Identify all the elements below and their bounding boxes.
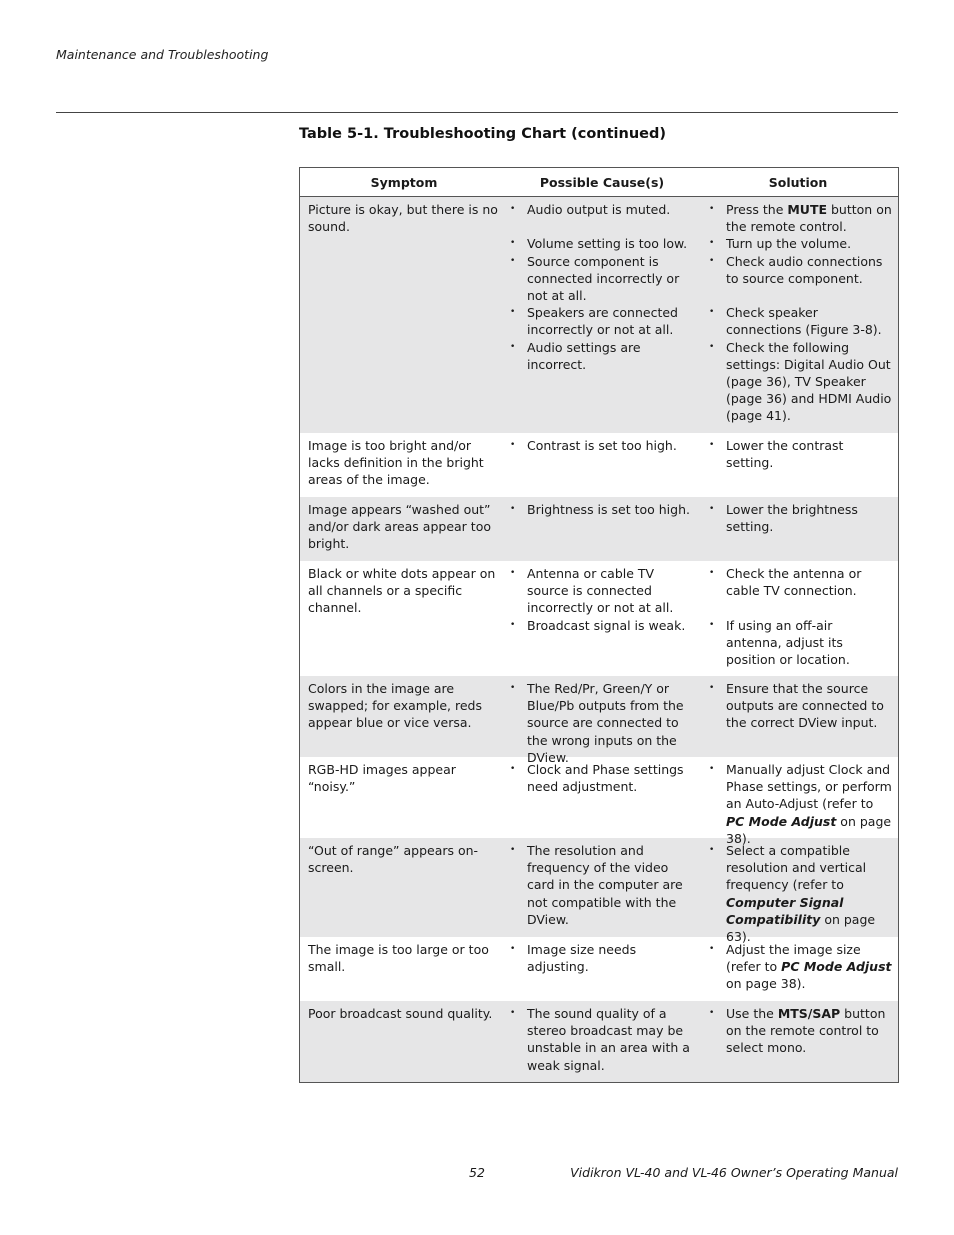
cause-item: • The sound quality of a stereo broadcast may be unstable in an area with a weak signal. xyxy=(505,1005,699,1074)
solution-cell xyxy=(699,437,898,487)
cause-item: • Broadcast signal is weak. xyxy=(505,617,699,634)
solution-item: • Check the antenna or cable TV connection. xyxy=(704,565,892,599)
solution-cell xyxy=(699,1005,898,1072)
table-row xyxy=(300,433,898,497)
solution-item: • Press the MUTE button on the remote control. xyxy=(704,201,892,235)
table-row xyxy=(300,561,898,676)
table-row xyxy=(300,676,898,765)
cause-cell xyxy=(500,941,699,991)
cause-cell xyxy=(500,1005,699,1072)
cause-item: • Brightness is set too high. xyxy=(505,501,699,518)
solution-cell xyxy=(699,680,898,747)
header-rule xyxy=(56,112,898,113)
solution-cell xyxy=(699,501,898,551)
cause-item: • The resolution and frequency of the video card in the computer are not compatible with the DView. xyxy=(505,842,699,928)
cause-cell xyxy=(500,842,699,927)
solution-item: • Lower the contrast setting. xyxy=(704,437,892,471)
symptom-cell: Image is too bright and/or lacks definition in the bright areas of the image. xyxy=(308,438,484,488)
table-row xyxy=(300,497,898,561)
solution-item: • Check the following settings: Digital Audio Out (page 36), TV Speaker (page 36) and HDMI Audio (page 41). xyxy=(704,339,892,425)
cause-cell xyxy=(500,437,699,487)
solution-item: • If using an off-air antenna, adjust its position or location. xyxy=(704,617,892,669)
solution-item: • Manually adjust Clock and Phase settings, or perform an Auto-Adjust (refer to PC Mode Adjust on page 38). xyxy=(704,761,892,847)
cause-cell xyxy=(500,501,699,551)
solution-item: • Lower the brightness setting. xyxy=(704,501,892,535)
cause-item: • Audio output is muted. xyxy=(505,201,699,218)
solution-item: • Check audio connections to source component. xyxy=(704,253,892,287)
cause-item: • Source component is connected incorrectly or not at all. xyxy=(505,253,699,305)
header-symptom: Symptom xyxy=(370,174,438,190)
symptom-cell: Black or white dots appear on all channels or a specific channel. xyxy=(308,566,496,616)
solution-item: • Select a compatible resolution and vertical frequency (refer to Computer Signal Compatibility on page 63). xyxy=(704,842,892,945)
page-number: 52 xyxy=(469,1165,485,1180)
cause-cell xyxy=(500,761,699,828)
manual-title: Vidikron VL-40 and VL-46 Owner’s Operating Manual xyxy=(570,1165,898,1180)
solution-cell xyxy=(699,201,898,423)
symptom-cell: Colors in the image are swapped; for example, reds appear blue or vice versa. xyxy=(308,681,482,731)
cause-cell xyxy=(500,680,699,765)
cause-item: • Volume setting is too low. xyxy=(505,235,699,252)
table-row xyxy=(300,838,898,945)
table-row xyxy=(300,757,898,846)
solution-cell xyxy=(699,761,898,846)
symptom-cell: Poor broadcast sound quality. xyxy=(308,1006,493,1021)
symptom-cell: Image appears “washed out” and/or dark areas appear too bright. xyxy=(308,502,491,552)
table-title: Table 5-1. Troubleshooting Chart (continued) xyxy=(299,126,667,142)
solution-item: • Adjust the image size (refer to PC Mode Adjust on page 38). xyxy=(704,941,892,993)
cause-item: • Contrast is set too high. xyxy=(505,437,699,454)
header-causes: Possible Cause(s) xyxy=(539,174,665,190)
table-row xyxy=(300,1001,898,1082)
symptom-cell: RGB-HD images appear “noisy.” xyxy=(308,762,456,795)
solution-item: • Ensure that the source outputs are connected to the correct DView input. xyxy=(704,680,892,732)
solution-item: • Use the MTS/SAP button on the remote control to select mono. xyxy=(704,1005,892,1057)
solution-cell xyxy=(699,941,898,991)
table-header-row xyxy=(300,168,898,197)
running-head: Maintenance and Troubleshooting xyxy=(56,47,269,62)
symptom-cell: Picture is okay, but there is no sound. xyxy=(308,202,498,235)
solution-cell xyxy=(699,565,898,666)
cause-item: • Image size needs adjusting. xyxy=(505,941,699,975)
cause-cell xyxy=(500,565,699,666)
header-solution: Solution xyxy=(768,174,828,190)
troubleshooting-table xyxy=(299,167,899,1083)
symptom-cell: “Out of range” appears on-screen. xyxy=(308,843,479,876)
symptom-cell: The image is too large or too small. xyxy=(308,942,489,975)
table-row xyxy=(300,937,898,1001)
solution-item: • Turn up the volume. xyxy=(704,235,892,252)
cause-cell xyxy=(500,201,699,423)
cause-item: • Antenna or cable TV source is connected incorrectly or not at all. xyxy=(505,565,699,617)
table-row xyxy=(300,197,898,433)
cause-item: • Speakers are connected incorrectly or not at all. xyxy=(505,304,699,338)
cause-item: • Clock and Phase settings need adjustment. xyxy=(505,761,699,795)
solution-item: • Check speaker connections (Figure 3-8). xyxy=(704,304,892,338)
solution-cell xyxy=(699,842,898,945)
cause-item: • The Red/Pr, Green/Y or Blue/Pb outputs from the source are connected to the wrong inputs on the DView. xyxy=(505,680,699,766)
cause-item: • Audio settings are incorrect. xyxy=(505,339,699,373)
